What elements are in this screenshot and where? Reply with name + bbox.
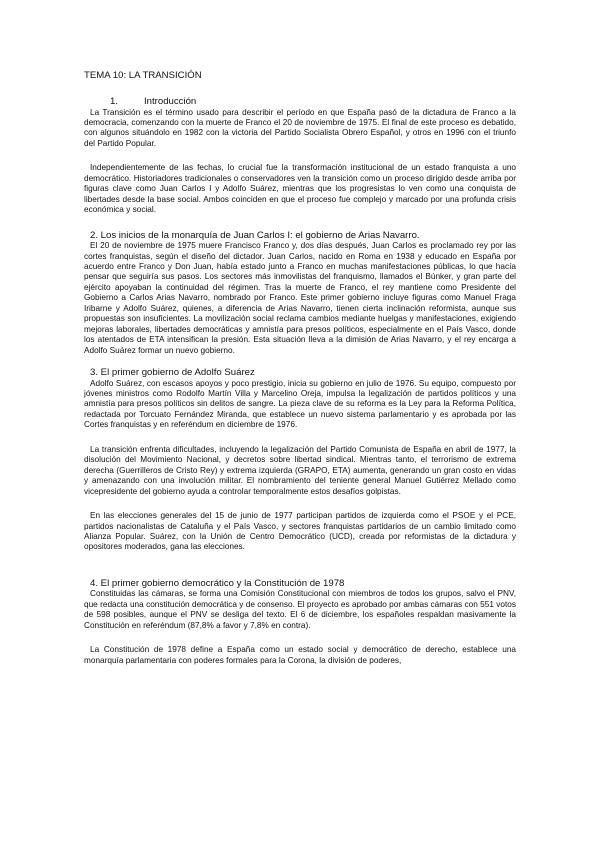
paragraph: La Transición es el término usado para describir el período en que España pasó de la dictadura de Franco a la democracia, comenzando con la muerte de Franco el 20 de noviembre de 1975. El final de este proceso es debatido, con algunos situándolo en 1982 con la victoria del Partido Socialista Obrero Español, y otros en 1996 con el triunfo del Partido Popular. bbox=[84, 107, 516, 148]
paragraph: La Constitución de 1978 define a España como un estado social y democrático de derecho, establece una monarquía parlamentaria con poderes formales para la Corona, la división de poderes, bbox=[84, 645, 516, 665]
section-number: 1. bbox=[110, 96, 119, 107]
section-heading-text: Introducción bbox=[144, 96, 197, 107]
paragraph: Independientemente de las fechas, lo crucial fue la transformación institucional de un estado franquista a uno democrático. Historiadores tradicionales o conservadores ven la transición como un proceso dirigido desde arriba por figuras clave como Juan Carlos I y Adolfo Suárez, mientras que los progresistas lo ven como una conquista de libertades desde la base social. Ambos coinciden en que el proceso fue complejo y marcado por una profunda crisis económica y social. bbox=[84, 163, 516, 215]
section-heading-adolfo-suarez: 3. El primer gobierno de Adolfo Suárez bbox=[90, 367, 255, 379]
section-heading-arias-navarro: 2. Los inicios de la monarquía de Juan Carlos I: el gobierno de Arias Navarro. bbox=[90, 229, 420, 241]
section-heading-constitucion: 4. El primer gobierno democrático y la Constitución de 1978 bbox=[90, 577, 345, 589]
paragraph: El 20 de noviembre de 1975 muere Francisco Franco y, dos días después, Juan Carlos es proclamado rey por las cortes franquistas, según el diseño del dictador. Juan Carlos, nacido en Roma en 1938 y educado en España por acuerdo entre Franco y Don Juan, había estado junto a Franco en muchas manifestaciones públicas, lo que hacía pensar que seguiría sus pasos. Los sectores más inmovilistas del franquismo, llamados el Búnker, y gran parte del ejército apoyaban la continuidad del régimen. Tras la muerte de Franco, el rey mantiene como Presidente del Gobierno a Carlos Arias Navarro, nombrado por Franco. Este primer gobierno incluye figuras como Manuel Fraga Iribarne y Adolfo Suárez, quienes, a diferencia de Arias Navarro, tienen cierta inclinación reformista, aunque sus propuestas son insuficientes. La movilización social reclama cambios mediante huelgas y manifestaciones, exigiendo mejoras laborales, libertades democráticas y amnistía para presos políticos, especialmente en el País Vasco, donde los atentados de ETA intensifican la presión. Esta situación lleva a la dimisión de Arias Navarro, y el rey encarga a Adolfo Suárez formar un nuevo gobierno. bbox=[84, 241, 516, 355]
document-body bbox=[84, 70, 516, 666]
section-heading-introduccion bbox=[84, 96, 516, 108]
document-title: TEMA 10: LA TRANSICIÓN bbox=[84, 70, 202, 81]
paragraph: La transición enfrenta dificultades, incluyendo la legalización del Partido Comunista de España en abril de 1977, la disolución del Movimiento Nacional, y decretos sobre libertad sindical. Mientras tanto, el terrorismo de extrema derecha (Guerrilleros de Cristo Rey) y extrema izquierda (GRAPO, ETA) aumenta, generando un gran costo en vidas y amenazando con una involución militar. El nombramiento del teniente general Manuel Gutiérrez Mellado como vicepresidente del gobierno ayuda a controlar temporalmente estos desafíos golpistas. bbox=[84, 444, 516, 496]
paragraph: En las elecciones generales del 15 de junio de 1977 participan partidos de izquierda como el PSOE y el PCE, partidos nacionalistas de Cataluña y el País Vasco, y sectores franquistas partidarios de un cambio limitado como Alianza Popular. Suárez, con la Unión de Centro Democrático (UCD), creada por reformistas de la dictadura y opositores moderados, gana las elecciones. bbox=[84, 511, 516, 552]
paragraph: Adolfo Suárez, con escasos apoyos y poco prestigio, inicia su gobierno en julio de 1976. Su equipo, compuesto por jóvenes ministros como Rodolfo Martín Villa y Marcelino Oreja, impulsa la legalización de partidos políticos y una amnistía para presos políticos sin delitos de sangre. La pieza clave de su reforma es la Ley para la Reforma Política, redactada por Torcuato Fernández Miranda, que establece un nuevo sistema parlamentario y es aprobada por las Cortes franquistas y en referéndum en diciembre de 1976. bbox=[84, 378, 516, 430]
paragraph: Constituidas las cámaras, se forma una Comisión Constitucional con miembros de todos los grupos, salvo el PNV, que redacta una constitución democrática y de consenso. El proyecto es aprobado por ambas cámaras con 551 votos de 598 posibles, aunque el PNV se desliga del texto. El 6 de diciembre, los españoles respaldan masivamente la Constitución en referéndum (87,8% a favor y 7,8% en contra). bbox=[84, 589, 516, 630]
